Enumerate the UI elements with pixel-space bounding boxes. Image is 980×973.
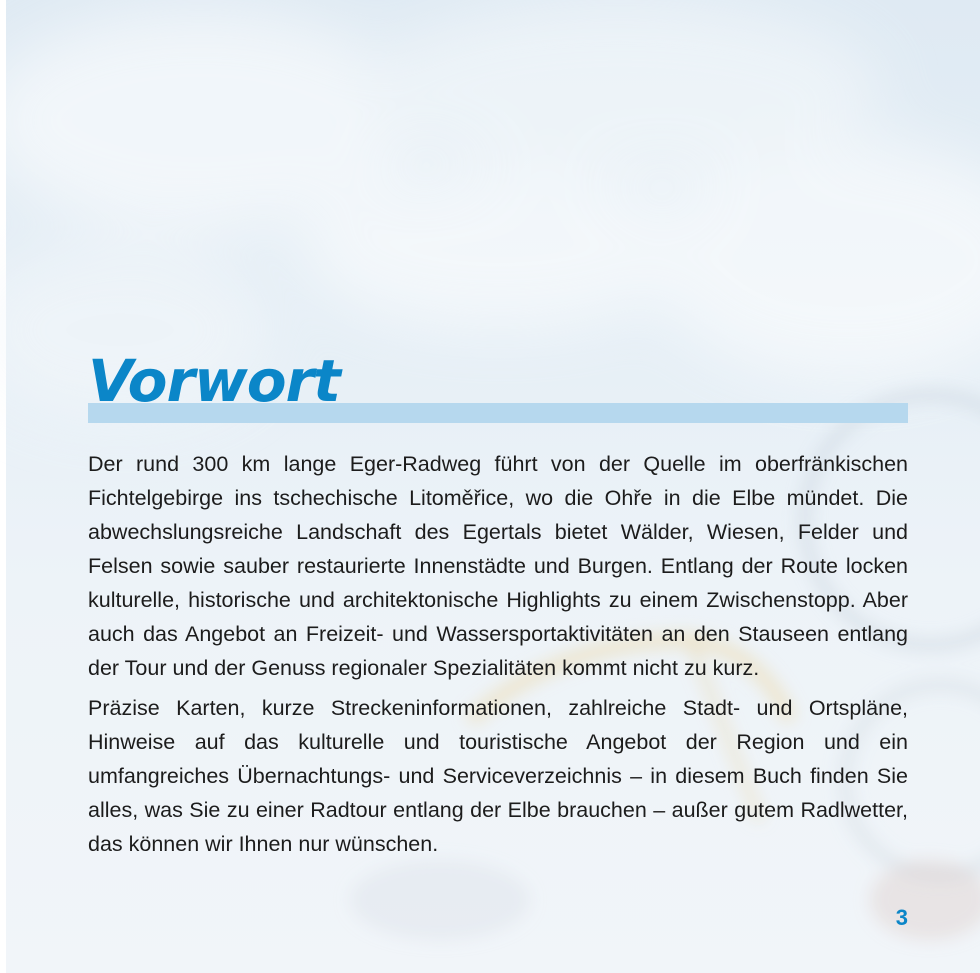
page-number: 3: [895, 905, 908, 930]
page-title: Vorwort: [88, 347, 340, 415]
paragraph-2: Präzise Karten, kurze Streckeninformationen, zahlreiche Stadt- und Ortspläne, Hinweise auf das kulturelle und touristische Angebot der Region und ein umfangreiches Übernachtungs- und Serviceverzeichnis – in diesem Buch finden Sie alles, was Sie zu einer Radtour entlang der Elbe brauchen – außer gutem Radlwetter, das können wir Ihnen nur wünschen.: [88, 696, 908, 856]
paragraph-1: Der rund 300 km lange Eger-Radweg führt von der Quelle im oberfränkischen Fichtelgebirge ins tschechische Litoměřice, wo die Ohře in die Elbe mündet. Die abwechslungsreiche Landschaft des Egertals bietet Wälder, Wiesen, Felder und Felsen sowie sauber restaurierte Innenstädte und Burgen. Entlang der Route locken kulturelle, historische und architektonische Highlights zu einem Zwischenstopp. Aber auch das Angebot an Freizeit- und Wassersportaktivitäten an den Stauseen entlang der Tour und der Genuss regionaler Spezialitäten kommt nicht zu kurz.: [88, 452, 908, 680]
body-text: [88, 447, 908, 861]
